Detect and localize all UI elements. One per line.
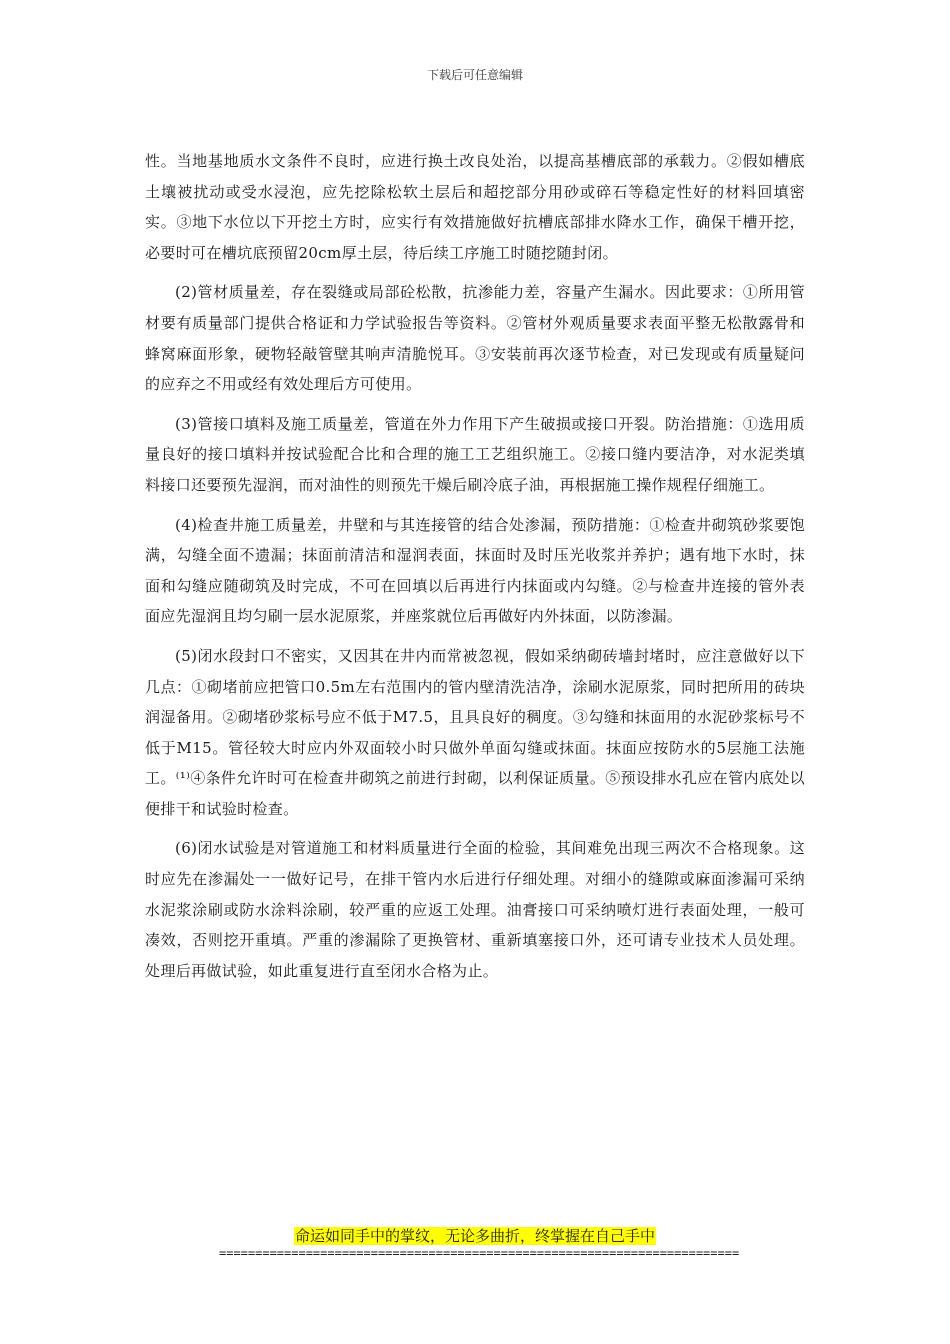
paragraph-continuation: 性。当地基地质水文条件不良时，应进行换土改良处治，以提高基槽底部的承载力。②假如槽底土壤被扰动或受水浸泡，应先挖除松软土层后和超挖部分用砂或碎石等稳定性好的材料回填密实。③地下水位以下开挖土方时，应实行有效措施做好抗槽底部排水降水工作，确保干槽开挖，必要时可在槽坑底预留20cm厚土层，待后续工序施工时随挖随封闭。 — [145, 152, 805, 262]
paragraph-item-2: (2)管材质量差，存在裂缝或局部砼松散，抗渗能力差，容量产生漏水。因此要求：①所用管材要有质量部门提供合格证和力学试验报告等资料。②管材外观质量要求表面平整无松散露骨和蜂窝麻面形象，硬物轻敲管壁其响声清脆悦耳。③安装前再次逐节检查，对已发现或有质量疑问的应弃之不用或经有效处理后方可使用。 — [145, 283, 805, 394]
document-body — [145, 146, 805, 995]
footer-divider: ======================================================================== — [219, 1246, 740, 1260]
paragraph-item-4: (4)检查井施工质量差，井壁和与其连接管的结合处渗漏，预防措施：①检查井砌筑砂浆要饱满，勾缝全面不遗漏；抹面前清洁和湿润表面，抹面时及时压光收浆并养护；遇有地下水时，抹面和勾缝应随砌筑及时完成，不可在回填以后再进行内抹面或内勾缝。②与检查井连接的管外表面应先湿润且均匀刷一层水泥原浆，并座浆就位后再做好内外抹面，以防渗漏。 — [145, 515, 805, 626]
footer-motto — [0, 1226, 950, 1246]
footer-motto-text: 命运如同手中的掌纹，无论多曲折，终掌握在自己手中 — [294, 1227, 655, 1245]
page-header: 下载后可任意编辑 — [426, 68, 523, 82]
paragraph-item-5: (5)闭水段封口不密实，又因其在井内而常被忽视，假如采纳砌砖墙封堵时，应注意做好以下几点：①砌堵前应把管口0.5m左右范围内的管内壁清洗洁净，涂刷水泥原浆，同时把所用的砖块润湿备用。②砌堵砂浆标号应不低于M7.5，且具良好的稠度。③勾缝和抹面用的水泥砂浆标号不低于M15。管径较大时应内外双面较小时只做外单面勾缝或抹面。抹面应按防水的5层施工法施工。⁽¹⁾④条件允许时可在检查井砌筑之前进行封砌，以利保证质量。⑤预设排水孔应在管内底处以便排干和试验时检查。 — [145, 646, 805, 818]
paragraph-item-3: (3)管接口填料及施工质量差，管道在外力作用下产生破损或接口开裂。防治措施：①选用质量良好的接口填料并按试验配合比和合理的施工工艺组织施工。②接口缝内要洁净，对水泥类填料接口还要预先湿润，而对油性的则预先干燥后刷冷底子油，再根据施工操作规程仔细施工。 — [145, 414, 805, 494]
paragraph-item-6: (6)闭水试验是对管道施工和材料质量进行全面的检验，其间难免出现三两次不合格现象。这时应先在渗漏处一一做好记号，在排干管内水后进行仔细处理。对细小的缝隙或麻面渗漏可采纳水泥浆涂刷或防水涂料涂刷，较严重的应返工处理。油膏接口可采纳喷灯进行表面处理，一般可凑效，否则挖开重填。严重的渗漏除了更换管材、重新填塞接口外，还可请专业技术人员处理。处理后再做试验，如此重复进行直至闭水合格为止。 — [145, 839, 805, 980]
